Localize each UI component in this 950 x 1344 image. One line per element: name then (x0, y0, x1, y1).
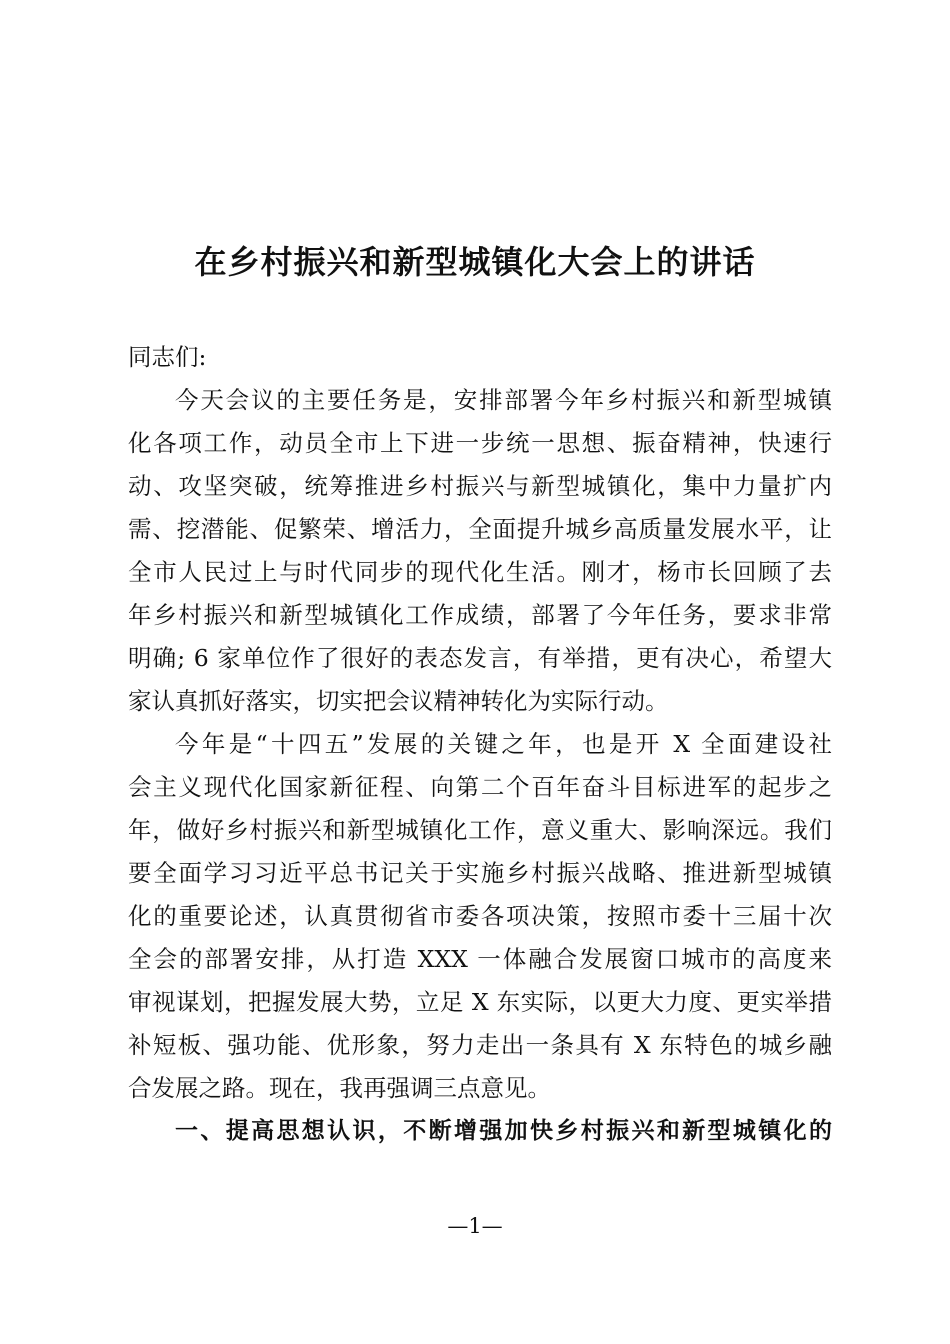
paragraph-2-line-1: 今年是“十四五”发展的关键之年，也是开 X 全面建设社 (175, 730, 832, 758)
document-body (128, 336, 832, 1153)
paragraph-1-line-5: 全市人民过上与时代同步的现代化生活。刚才，杨市长回顾了去 (128, 558, 832, 586)
paragraph-2-line-4: 要全面学习习近平总书记关于实施乡村振兴战略、推进新型城镇 (128, 859, 832, 887)
paragraph-1-line-4: 需、挖潜能、促繁荣、增活力，全面提升城乡高质量发展水平，让 (128, 515, 832, 543)
paragraph-2-line-9: 合发展之路。现在，我再强调三点意见。 (128, 1074, 551, 1102)
paragraph-2-line-2: 会主义现代化国家新征程、向第二个百年奋斗目标进军的起步之 (128, 773, 832, 801)
paragraph-2-line-6: 全会的部署安排，从打造 XXX 一体融合发展窗口城市的高度来 (128, 945, 832, 973)
paragraph-2-line-5: 化的重要论述，认真贯彻省市委各项决策，按照市委十三届十次 (128, 902, 832, 930)
salutation: 同志们: (128, 343, 207, 371)
paragraph-2-line-7: 审视谋划，把握发展大势，立足 X 东实际，以更大力度、更实举措 (128, 988, 832, 1016)
paragraph-2-line-3: 年，做好乡村振兴和新型城镇化工作，意义重大、影响深远。我们 (128, 816, 832, 844)
paragraph-1-line-2: 化各项工作，动员全市上下进一步统一思想、振奋精神，快速行 (128, 429, 832, 457)
section-heading-1: 一、提高思想认识，不断增强加快乡村振兴和新型城镇化的 (175, 1118, 832, 1144)
paragraph-1-line-7: 明确; 6 家单位作了很好的表态发言，有举措，更有决心，希望大 (128, 644, 832, 672)
paragraph-2-line-8: 补短板、强功能、优形象，努力走出一条具有 X 东特色的城乡融 (128, 1031, 832, 1059)
paragraph-1-line-1: 今天会议的主要任务是，安排部署今年乡村振兴和新型城镇 (175, 386, 832, 414)
document-title: 在乡村振兴和新型城镇化大会上的讲话 (194, 243, 756, 281)
paragraph-1-line-3: 动、攻坚突破，统筹推进乡村振兴与新型城镇化，集中力量扩内 (128, 472, 832, 500)
paragraph-1-line-8: 家认真抓好落实，切实把会议精神转化为实际行动。 (128, 687, 669, 715)
paragraph-1-line-6: 年乡村振兴和新型城镇化工作成绩，部署了今年任务，要求非常 (128, 601, 832, 629)
page-number: —1— (447, 1214, 503, 1238)
